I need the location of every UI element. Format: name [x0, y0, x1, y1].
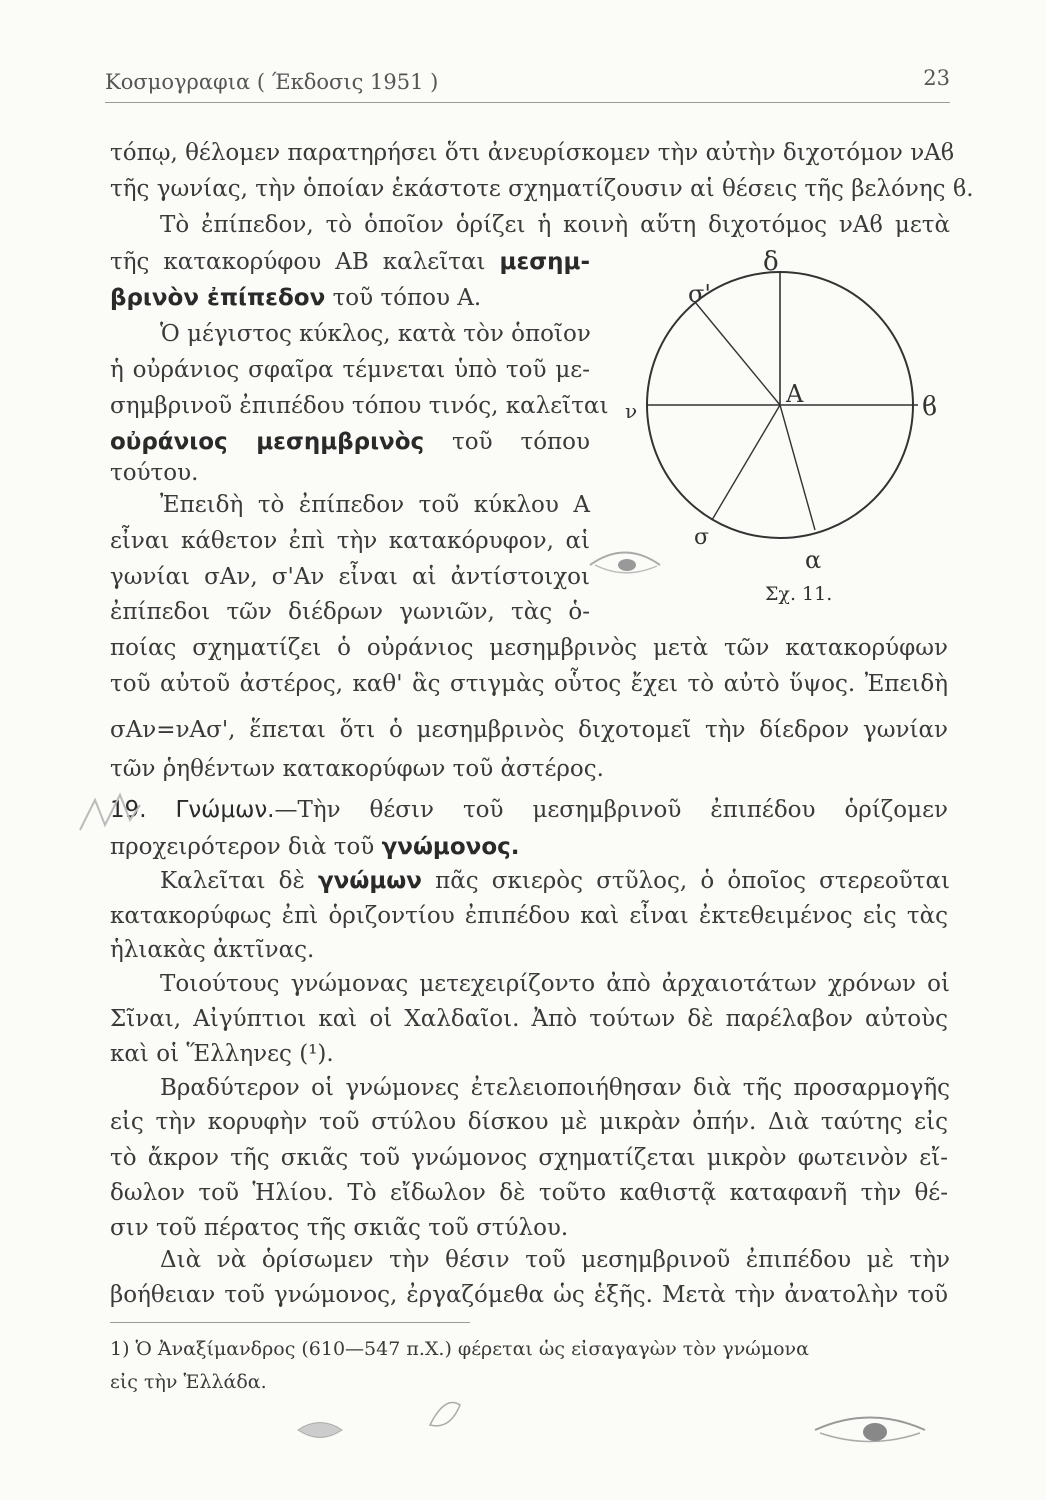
text-line: Τοιούτους γνώμονας μετεχειρίζοντο ἀπὸ ἀρχαιοτάτων χρόνων οἱ — [160, 971, 950, 997]
footnote-line: 1) Ὁ Ἀναξίμανδρος (610—547 π.Χ.) φέρεται ὡς εἰσαγαγὼν τὸν γνώμονα — [110, 1338, 809, 1360]
section-heading: 19. Γνώμων. — [110, 797, 275, 823]
label-beta: ϐ — [922, 392, 938, 422]
text-line — [110, 832, 520, 862]
text-line: σΑν=νΑσ', ἕπεται ὅτι ὁ μεσημβρινὸς διχοτομεῖ τὴν δίεδρον γωνίαν — [110, 717, 948, 743]
doodle-scribble — [75, 790, 145, 840]
text-line: τῆς γωνίας, τὴν ὁποίαν ἑκάστοτε σχηματίζουσιν αἱ θέσεις τῆς βελόνης ϐ. — [110, 176, 974, 202]
label-sigma: σ — [694, 525, 710, 550]
text-fragment: —Τὴν θέσιν τοῦ μεσημβρινοῦ ἐπιπέδου ὁρίζομεν — [274, 797, 948, 823]
figure-caption: Σχ. 11. — [765, 583, 833, 605]
text-line: τοῦ αὐτοῦ ἀστέρος, καθ' ἃς στιγμὰς οὗτος ἔχει τὸ αὐτὸ ὕψος. Ἐπειδὴ — [110, 671, 948, 697]
text-line: γωνίαι σΑν, σ'Αν εἶναι αἱ ἀντίστοιχοι — [110, 564, 590, 590]
text-fragment: προχειρότερον διὰ τοῦ — [110, 834, 382, 860]
doodle-eye — [585, 520, 665, 580]
text-fragment: Καλεῖται δὲ — [160, 868, 319, 894]
doodle-lips — [295, 1415, 345, 1445]
radius-sigma-prime — [695, 302, 780, 405]
text-line: βοήθειαν τοῦ γνώμονος, ἐργαζόμεθα ὡς ἑξῆς. Μετὰ τὴν ἀνατολὴν τοῦ — [110, 1282, 948, 1308]
term-meridian-plane-part2: βρινὸν ἐπίπεδον — [110, 285, 326, 311]
text-line: Βραδύτερον οἱ γνώμονες ἐτελειοποιήθησαν διὰ τῆς προσαρμογῆς — [160, 1075, 950, 1101]
text-line — [110, 247, 590, 277]
text-line: σημβρινοῦ ἐπιπέδου τόπου τινός, καλεῖται — [110, 393, 609, 419]
label-A: Α — [786, 380, 804, 408]
text-line: Ἐπειδὴ τὸ ἐπίπεδον τοῦ κύκλου Α — [160, 492, 590, 518]
text-fragment: τοῦ τόπου — [424, 429, 590, 455]
text-line: τῶν ῥηθέντων κατακορύφων τοῦ ἀστέρος. — [110, 756, 604, 782]
text-line: δωλον τοῦ Ἡλίου. Τὸ εἴδωλον δὲ τοῦτο καθιστᾷ καταφανῆ τὴν θέ- — [110, 1180, 948, 1206]
term-meridian-plane-part1: μεσημ- — [499, 249, 590, 275]
section-heading-line — [110, 795, 948, 825]
text-line: ἡλιακὰς ἀκτῖνας. — [110, 937, 315, 963]
footnote-line: εἰς τὴν Ἑλλάδα. — [110, 1371, 267, 1393]
radius-alpha — [780, 405, 815, 530]
text-line — [110, 427, 590, 457]
text-line: τὸ ἄκρον τῆς σκιᾶς τοῦ γνώμονος σχηματίζεται μικρὸν φωτεινὸν εἴ- — [110, 1145, 948, 1171]
radius-sigma — [712, 405, 780, 520]
term-celestial-meridian: οὐράνιος μεσημβρινὸς — [110, 429, 425, 455]
text-line: καὶ οἱ Ἕλληνες (¹). — [110, 1041, 334, 1067]
doodle-eye — [810, 1405, 930, 1455]
term-gnomon-genitive: γνώμονος. — [381, 834, 520, 860]
header-title: Κοσμογραφια ( Έκδοσις 1951 ) — [105, 70, 439, 94]
text-line — [110, 283, 481, 313]
text-line: εἰς τὴν κορυφὴν τοῦ στύλου δίσκου μὲ μικρὰν ὀπήν. Διὰ ταύτης εἰς — [110, 1109, 948, 1135]
text-line: τόπῳ, θέλομεν παρατηρήσει ὅτι ἀνευρίσκομεν τὴν αὐτὴν διχοτόμον νΑϐ — [110, 140, 955, 166]
text-fragment: τοῦ τόπου Α. — [325, 285, 482, 311]
label-delta: δ — [763, 250, 779, 277]
text-line: ἡ οὐράνιος σφαῖρα τέμνεται ὑπὸ τοῦ με- — [110, 357, 590, 383]
text-line: κατακορύφως ἐπὶ ὁριζοντίου ἐπιπέδου καὶ εἶναι ἐκτεθειμένος εἰς τὰς — [110, 903, 948, 929]
text-line: Διὰ νὰ ὁρίσωμεν τὴν θέσιν τοῦ μεσημβρινοῦ ἐπιπέδου μὲ τὴν — [160, 1247, 950, 1273]
footnote-rule — [110, 1322, 470, 1323]
text-line: Τὸ ἐπίπεδον, τὸ ὁποῖον ὁρίζει ἡ κοινὴ αὕτη διχοτόμος νΑϐ μετὰ — [160, 212, 950, 238]
text-line: ποίας σχηματίζει ὁ οὐράνιος μεσημβρινὸς μετὰ τῶν κατακορύφων — [110, 635, 948, 661]
text-fragment: πᾶς σκιερὸς στῦλος, ὁ ὁποῖος στερεοῦται — [421, 868, 950, 894]
running-header — [105, 62, 950, 103]
label-alpha: α — [805, 546, 822, 574]
text-line: τούτου. — [110, 460, 199, 486]
label-nu: ν — [625, 399, 638, 423]
term-gnomon: γνώμων — [318, 868, 422, 894]
text-line: ἐπίπεδοι τῶν διέδρων γωνιῶν, τὰς ὁ- — [110, 599, 590, 625]
text-line: Ὁ μέγιστος κύκλος, κατὰ τὸν ὁποῖον — [160, 321, 591, 347]
page-number: 23 — [923, 66, 950, 90]
doodle-leaf — [425, 1395, 465, 1435]
label-sigma-prime: σ' — [688, 280, 711, 308]
text-line: σιν τοῦ πέρατος τῆς σκιᾶς τοῦ στύλου. — [110, 1215, 569, 1241]
text-line — [160, 866, 950, 896]
text-fragment: τῆς κατακορύφου ΑΒ καλεῖται — [110, 249, 500, 275]
text-line: εἶναι κάθετον ἐπὶ τὴν κατακόρυφον, αἱ — [110, 528, 590, 554]
text-line: Σῖναι, Αἰγύπτιοι καὶ οἱ Χαλδαῖοι. Ἀπὸ τούτων δὲ παρέλαβον αὐτοὺς — [110, 1006, 948, 1032]
